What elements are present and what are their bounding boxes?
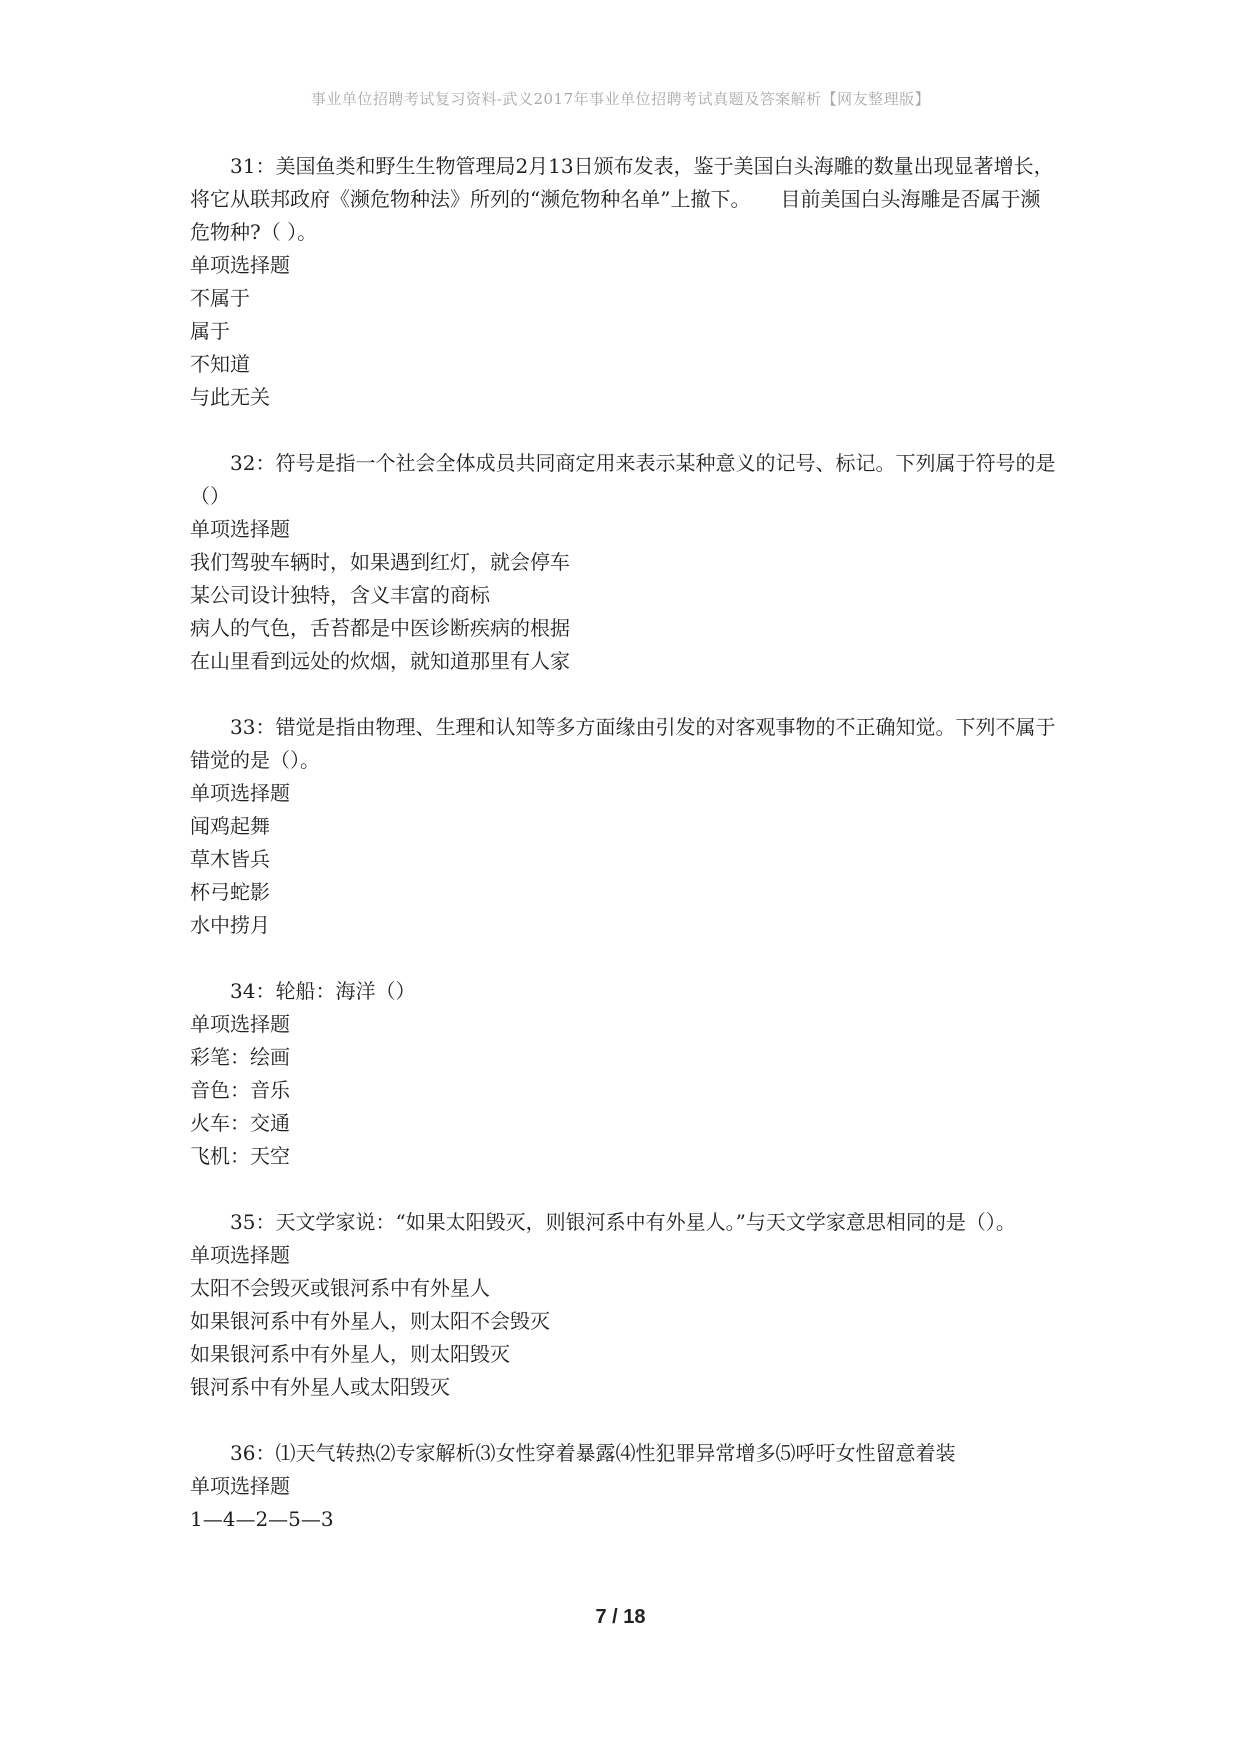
option-b: 某公司设计独特，含义丰富的商标: [190, 583, 490, 607]
question-text: 34：轮船：海洋（）: [230, 979, 416, 1003]
question-34: [190, 975, 1060, 1173]
question-type: 单项选择题: [190, 1243, 290, 1267]
option-b: 如果银河系中有外星人，则太阳不会毁灭: [190, 1309, 550, 1333]
question-text: 33：错觉是指由物理、生理和认知等多方面缘由引发的对客观事物的不正确知觉。下列不属于错觉的是（）。: [190, 715, 1056, 772]
option-b: 音色：音乐: [190, 1078, 290, 1102]
option-c: 火车：交通: [190, 1111, 290, 1135]
option-a: 彩笔：绘画: [190, 1045, 290, 1069]
question-text: 31：美国鱼类和野生生物管理局2月13日颁布发表，鉴于美国白头海雕的数量出现显著增长，将它从联邦政府《濒危物种法》所列的“濒危物种名单”上撤下。 目前美国白头海雕是否属于濒危物种?（ ）。: [190, 154, 1054, 244]
option-d: 飞机：天空: [190, 1144, 290, 1168]
option-a: 不属于: [190, 286, 250, 310]
page-number: 7 / 18: [595, 1606, 646, 1628]
option-a: 我们驾驶车辆时，如果遇到红灯，就会停车: [190, 550, 570, 574]
option-a: 1—4—2—5—3: [190, 1507, 334, 1531]
option-d: 在山里看到远处的炊烟，就知道那里有人家: [190, 649, 570, 673]
question-31: [190, 150, 1060, 414]
option-d: 与此无关: [190, 385, 270, 409]
option-b: 属于: [190, 319, 230, 343]
question-type: 单项选择题: [190, 517, 290, 541]
option-b: 草木皆兵: [190, 847, 270, 871]
document-body: [190, 150, 1060, 1569]
question-33: [190, 711, 1060, 942]
question-type: 单项选择题: [190, 1474, 290, 1498]
question-text: 36：⑴天气转热⑵专家解析⑶女性穿着暴露⑷性犯罪异常增多⑸呼吁女性留意着装: [230, 1441, 956, 1465]
question-type: 单项选择题: [190, 253, 290, 277]
option-d: 银河系中有外星人或太阳毁灭: [190, 1375, 450, 1399]
question-36: [190, 1437, 1060, 1536]
option-c: 如果银河系中有外星人，则太阳毁灭: [190, 1342, 510, 1366]
question-text: 35：天文学家说：“如果太阳毁灭，则银河系中有外星人。”与天文学家意思相同的是（）。: [230, 1210, 1016, 1234]
option-c: 杯弓蛇影: [190, 880, 270, 904]
option-c: 病人的气色，舌苔都是中医诊断疾病的根据: [190, 616, 570, 640]
page-header: 事业单位招聘考试复习资料-武义2017年事业单位招聘考试真题及答案解析【网友整理版】: [310, 90, 931, 108]
question-text: 32：符号是指一个社会全体成员共同商定用来表示某种意义的记号、标记。下列属于符号的是（）: [190, 451, 1056, 508]
option-a: 闻鸡起舞: [190, 814, 270, 838]
option-c: 不知道: [190, 352, 250, 376]
question-type: 单项选择题: [190, 781, 290, 805]
option-a: 太阳不会毁灭或银河系中有外星人: [190, 1276, 490, 1300]
option-d: 水中捞月: [190, 913, 270, 937]
question-35: [190, 1206, 1060, 1404]
question-32: [190, 447, 1060, 678]
question-type: 单项选择题: [190, 1012, 290, 1036]
